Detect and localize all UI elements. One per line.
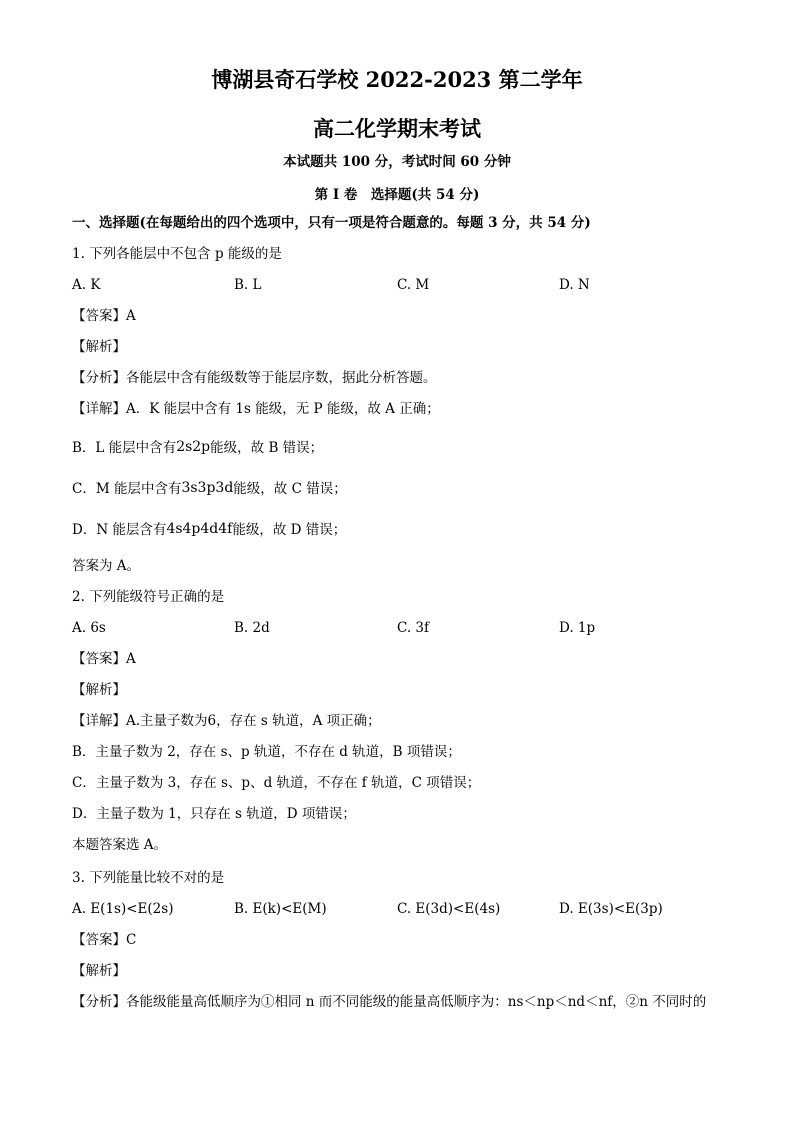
question-1-detail-a: 【详解】A．K 能层中含有 1s 能级，无 P 能级，故 A 正确； bbox=[72, 401, 440, 417]
question-1-detail-b: B．L 能层中含有2s2p能级，故 B 错误； bbox=[72, 439, 324, 456]
question-1-detail-c: C．M 能层中含有3s3p3d能级，故 C 错误； bbox=[72, 480, 347, 497]
exam-info: 本试题共 100 分，考试时间 60 分钟 bbox=[283, 154, 511, 170]
option-d: D. N bbox=[559, 277, 590, 293]
question-3-analysis-label: 【解析】 bbox=[72, 963, 126, 979]
question-2-detail-c: C．主量子数为 3，存在 s、p、d 轨道，不存在 f 轨道，C 项错误； bbox=[72, 775, 481, 791]
option-c: C. M bbox=[397, 277, 430, 293]
option-c: C. 3f bbox=[397, 620, 430, 636]
formula: 3s3p3d bbox=[181, 480, 234, 496]
section-heading: 一、选择题(在每题给出的四个选项中，只有一项是符合题意的。每题 3 分，共 54 分) bbox=[72, 215, 591, 231]
option-a: A. E(1s)<E(2s) bbox=[72, 901, 174, 917]
option-b: B. 2d bbox=[234, 620, 270, 636]
option-d: D. E(3s)<E(3p) bbox=[559, 901, 663, 917]
question-3-stem: 3. 下列能量比较不对的是 bbox=[72, 870, 225, 886]
question-2-detail-d: D．主量子数为 1，只存在 s 轨道，D 项错误； bbox=[72, 806, 356, 822]
option-b: B. E(k)<E(M) bbox=[234, 901, 327, 917]
option-c: C. E(3d)<E(4s) bbox=[397, 901, 501, 917]
formula: 2s2p bbox=[176, 439, 211, 455]
question-2-detail-b: B．主量子数为 2，存在 s、p 轨道，不存在 d 轨道，B 项错误； bbox=[72, 744, 461, 760]
question-2-answer: 【答案】A bbox=[72, 651, 136, 667]
option-d: D. 1p bbox=[559, 620, 596, 636]
question-2-conclusion: 本题答案选 A。 bbox=[72, 837, 168, 853]
question-2-analysis-label: 【解析】 bbox=[72, 682, 126, 698]
option-a: A. K bbox=[72, 277, 101, 293]
question-1-stem: 1. 下列各能层中不包含 p 能级的是 bbox=[72, 246, 282, 262]
question-2-stem: 2. 下列能级符号正确的是 bbox=[72, 589, 225, 605]
question-1-detail-d: D．N 能层含有4s4p4d4f能级，故 D 错误； bbox=[72, 521, 347, 538]
option-b: B. L bbox=[234, 277, 262, 293]
question-1-conclusion: 答案为 A。 bbox=[72, 558, 141, 574]
part-heading: 第 I 卷 选择题(共 54 分) bbox=[314, 187, 480, 203]
formula: 4s4p4d4f bbox=[166, 521, 233, 537]
exam-subject-title: 高二化学期末考试 bbox=[313, 116, 481, 141]
question-3-fenxi: 【分析】各能级能量高低顺序为①相同 n 而不同能级的能量高低顺序为：ns＜np＜nd＜nf，②n 不同时的 bbox=[72, 994, 707, 1010]
exam-title: 博湖县奇石学校 2022-2023 第二学年 bbox=[211, 67, 583, 92]
question-1-analysis-label: 【解析】 bbox=[72, 339, 126, 355]
option-a: A. 6s bbox=[72, 620, 106, 636]
question-3-answer: 【答案】C bbox=[72, 932, 137, 948]
question-2-detail-a: 【详解】A.主量子数为6，存在 s 轨道，A 项正确； bbox=[72, 713, 381, 729]
question-1-fenxi: 【分析】各能层中含有能级数等于能层序数，据此分析答题。 bbox=[72, 370, 437, 386]
question-1-answer: 【答案】A bbox=[72, 308, 136, 324]
